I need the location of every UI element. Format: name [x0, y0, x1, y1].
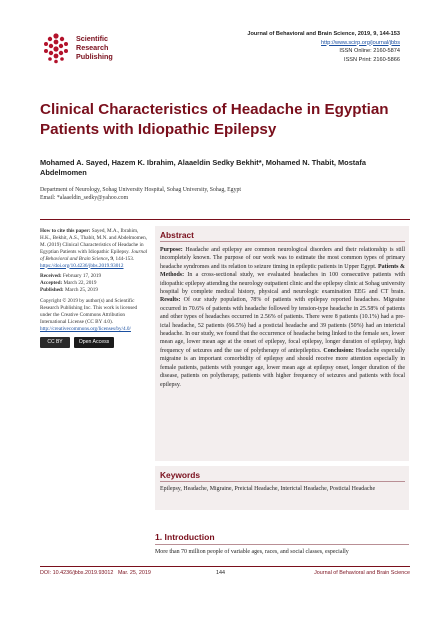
issn-online: ISSN Online: 2160-5874	[339, 48, 400, 55]
introduction-text: More than 70 million people of variable ages, races, and social classes, especially	[155, 549, 349, 555]
keywords-heading: Keywords	[160, 470, 201, 480]
purpose-label: Purpose:	[160, 247, 183, 253]
published-label: Published:	[40, 287, 64, 294]
issn-print: ISSN Print: 2160-5866	[344, 56, 400, 63]
publisher-name-line: Research	[76, 43, 109, 52]
published-date: March 25, 2019	[63, 287, 98, 294]
citation-volume: , 9	[107, 255, 113, 262]
paper-title: Clinical Characteristics of Headache in Egyptian Patients with Idiopathic Epilepsy	[40, 101, 389, 138]
footer-doi: DOI: 10.4236/jbbs.2019.93012	[40, 570, 114, 576]
introduction-divider	[155, 544, 409, 545]
publisher-name-line: Publishing	[76, 52, 113, 61]
license-link[interactable]: http://creativecommons.org/licenses/by/4.0/	[40, 325, 131, 332]
citation-body: Sayed, M.A., Ibrahim, H.K., Bekhit, A.S., Thabit, M.N. and Abdelmomen, M. (2019) Clinical Characteristics of Headache in Egyptian Patients with Idiopathic Epilepsy.	[40, 228, 147, 255]
author-list: Mohamed A. Sayed, Hazem K. Ibrahim, Alaaeldin Sedky Bekhit*, Mohamed N. Thabit, Mostafa Abdelmomen	[40, 158, 366, 177]
scirp-logo-icon	[40, 32, 72, 64]
citation-pages: , 144-153.	[112, 255, 135, 262]
abstract-heading: Abstract	[160, 230, 194, 240]
conclusion-label: Conclusion:	[323, 347, 354, 354]
publisher-logo	[40, 30, 160, 70]
email: Email: *alaaeldin_sedky@yahoo.com	[40, 195, 129, 202]
abstract-text	[160, 246, 405, 389]
footer-journal: Journal of Behavioral and Brain Science	[314, 570, 410, 576]
introduction-heading: 1. Introduction	[155, 532, 215, 542]
keywords-text: Epilepsy, Headache, Migraine, Preictal Headache, Interictal Headache, Postictal Headache	[160, 486, 376, 492]
accepted-label: Accepted:	[40, 280, 63, 287]
title-divider	[40, 219, 410, 220]
footer-date: Mar. 25, 2019	[117, 570, 151, 576]
purpose-text: Headache and epilepsy are common neurological disorders and their relationship is still incompletely known. The purpose of our work was to estimate the most common types of primary headache syndromes and its relation to seizure timing in epileptic patients in Upper Egypt.	[160, 247, 405, 270]
citation-note	[40, 228, 150, 269]
affiliation: Department of Neurology, Sohag University Hospital, Sohag University, Sohag, Egypt	[40, 187, 241, 193]
article-sidebar	[40, 228, 150, 348]
citation-lead: How to cite this paper:	[40, 228, 91, 234]
received-date: February 17, 2019	[61, 273, 102, 280]
copyright-text: Copyright © 2019 by author(s) and Scientific Research Publishing Inc. This work is licensed under the Creative Commons Attribution International License (CC BY 4.0).	[40, 298, 138, 325]
cc-by-badge[interactable]: CC BY	[40, 337, 70, 348]
journal-info	[247, 30, 400, 64]
footer-divider	[40, 566, 410, 567]
methods-label: Patients & Methods:	[160, 263, 405, 279]
accepted-date: March 22, 2019	[62, 280, 97, 287]
history-dates	[40, 273, 150, 294]
keywords-divider	[160, 481, 405, 482]
citation-journal: Journal of Behavioral and Brain Science	[40, 248, 148, 262]
received-label: Received:	[40, 273, 62, 280]
journal-citation: Journal of Behavioral and Brain Science, 2019, 9, 144-153	[247, 31, 400, 37]
journal-url-link[interactable]: http://www.scirp.org/journal/jbbs	[321, 39, 400, 46]
conclusion-text: Headache especially migraine is an important comorbidity of epilepsy and should receive more attention especially in female patients, patients with younger age, lower mean age at epilepsy onset, longer duration of the disease, patients on polytherapy, patients with higher frequency of seizures and patients with focal epilepsy.	[160, 347, 405, 388]
methods-text: In a cross-sectional study, we evaluated headaches in 100 consecutive patients with idiopathic epilepsy attending the neurology outpatient clinic and the epilepsy clinic at Sohag university hospital by complete medical history, physical and neurologic examination EEG and CT brain.	[160, 272, 405, 296]
copyright-note	[40, 298, 150, 333]
license-badges	[40, 337, 150, 348]
affiliation-block	[40, 186, 410, 203]
citation-doi-link[interactable]: https://doi.org/10.4236/jbbs.2019.93012	[40, 262, 124, 269]
page-number: 144	[216, 570, 225, 576]
open-access-badge: Open Access	[74, 337, 114, 348]
publisher-name	[76, 34, 113, 61]
publisher-name-line: Scientific	[76, 34, 108, 43]
results-label: Results:	[160, 297, 181, 304]
footer-doi-date	[40, 570, 151, 576]
results-text: Of our study population, 78% of patients with epilepsy reported headaches. Migraine occurred in 70.6% of patients with headache followed by tension-type headache in 25.58% of patients and other types of headaches occurred in 2.56% of patients. There were 8 patients (10.1%) had a pre-ictal headache, 52 patients (66.5%) had a postictal headache and 39 patients (50%) had an interictal headache. In our study, we found that the occurrence of headache being linked to the female sex, lower mean age, lower mean age at the onset of epilepsy, focal epilepsy, longer duration of epilepsy, high frequency of seizures and the use of polytherapy of antiepileptics.	[160, 297, 405, 354]
abstract-divider	[160, 241, 405, 242]
